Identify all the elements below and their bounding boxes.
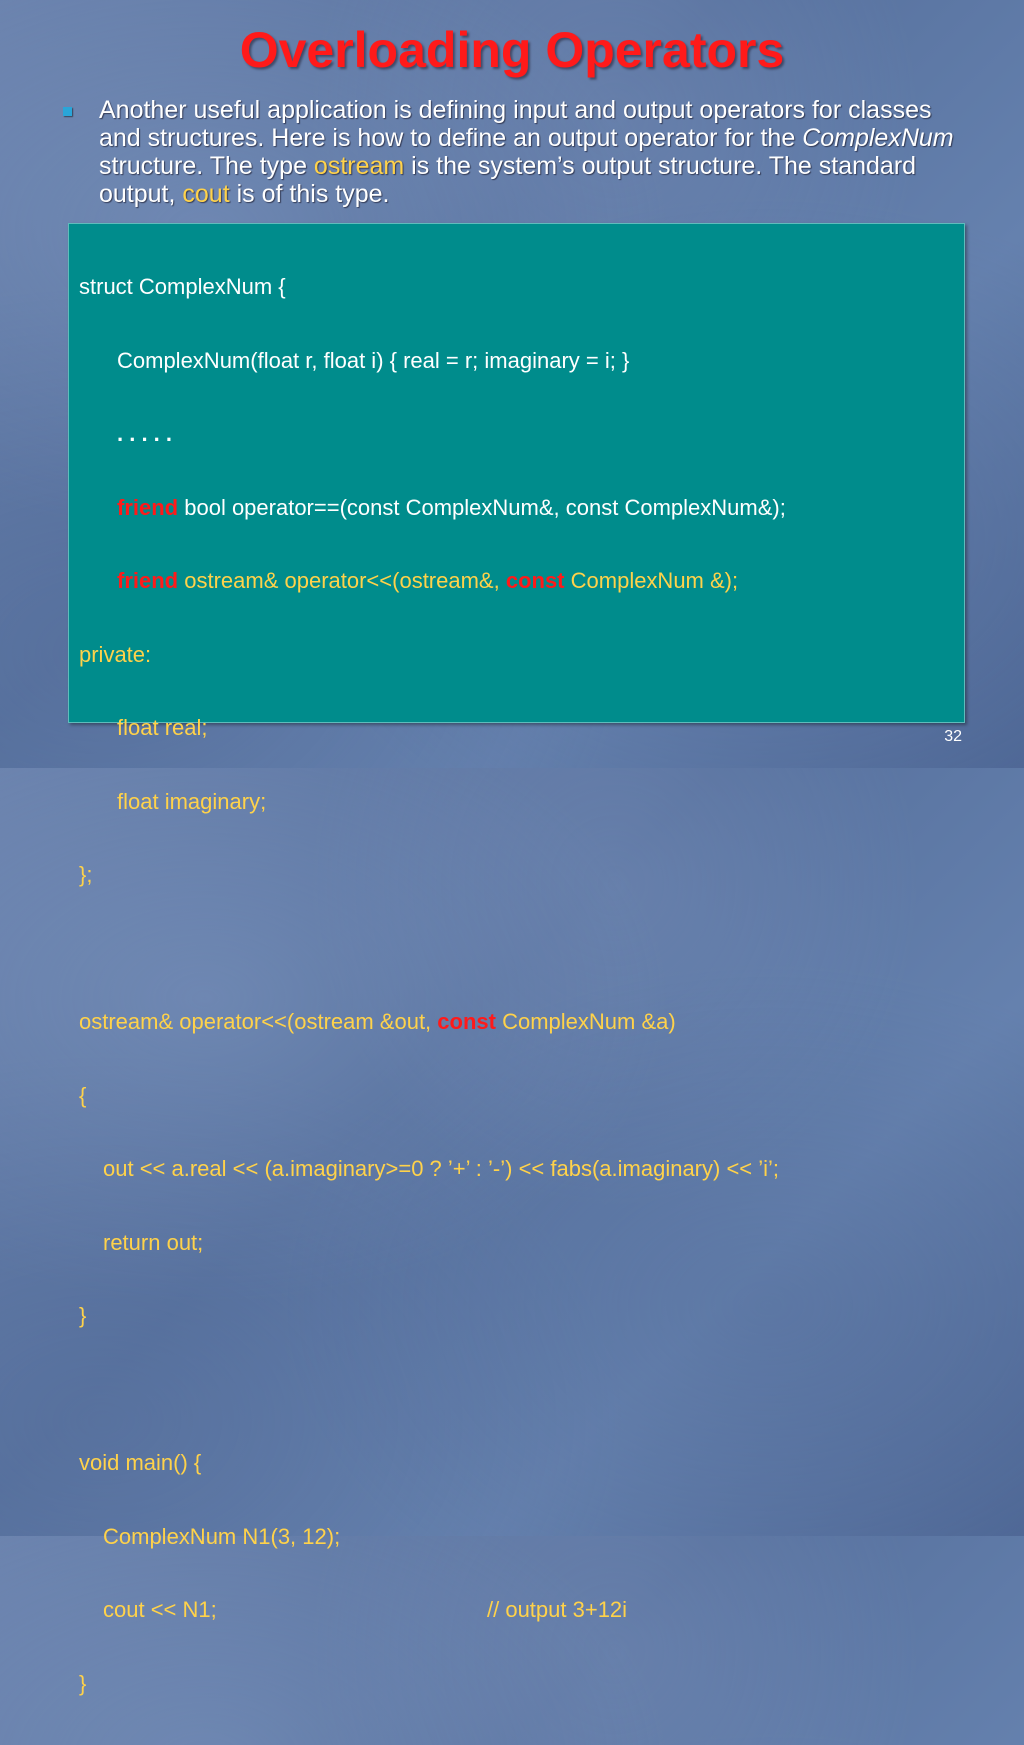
page-number: 32 xyxy=(944,728,962,745)
paragraph-text-3: is the system’s output structure. The standard output, xyxy=(99,152,917,208)
code-line-operator-def xyxy=(79,1010,786,1035)
code-line-ellipsis: . . . . . xyxy=(117,421,173,446)
code-line-main: void main() { xyxy=(79,1450,202,1475)
slide-title: Overloading Operators xyxy=(239,22,785,78)
code-line-friend-eq xyxy=(79,496,786,521)
paragraph-complexnum: ComplexNum xyxy=(802,124,954,152)
code-cout-stmt: cout << N1; xyxy=(103,1597,217,1622)
paragraph-text-4: is of this type. xyxy=(229,180,390,208)
code-line-constructor: ComplexNum(float r, float i) { real = r; imaginary = i; } xyxy=(117,347,630,373)
paragraph-text-1: Another useful application is defining input and output operators for classes and structures. Here is how to define an output operator for the xyxy=(99,96,932,152)
code-line-imaginary: float imaginary; xyxy=(117,788,267,814)
paragraph-ostream: ostream xyxy=(313,152,405,180)
code-out-decl-b: ComplexNum &); xyxy=(564,568,739,593)
code-comment: // output 3+12i xyxy=(487,1597,628,1622)
paragraph-text-2: structure. The type xyxy=(99,152,314,180)
friend-keyword: friend xyxy=(117,494,179,520)
code-line-real: float real; xyxy=(117,715,208,740)
code-def-a: ostream& operator<<(ostream &out, xyxy=(79,1009,438,1034)
const-keyword: const xyxy=(437,1009,496,1034)
code-line-return: return out; xyxy=(103,1229,204,1255)
const-keyword: const xyxy=(505,568,565,593)
friend-keyword: friend xyxy=(117,568,179,593)
code-line-blank xyxy=(79,937,786,962)
code-line-struct-end: }; xyxy=(79,862,93,887)
code-def-b: ComplexNum &a) xyxy=(495,1009,676,1034)
bullet-paragraph xyxy=(99,96,979,208)
code-line-friend-out xyxy=(79,569,786,594)
code-line-struct: struct ComplexNum { xyxy=(79,274,286,299)
code-line-n1: ComplexNum N1(3, 12); xyxy=(103,1523,341,1549)
code-line-private: private: xyxy=(79,641,152,667)
code-eq-decl: bool operator==(const ComplexNum&, const ComplexNum&); xyxy=(178,494,786,520)
code-line-out-stmt: out << a.real << (a.imaginary>=0 ? ’+’ : ’-’) << fabs(a.imaginary) << ’i’; xyxy=(103,1156,780,1181)
code-line-main-end: } xyxy=(79,1670,87,1696)
code-line-close-brace: } xyxy=(79,1303,87,1328)
code-out-decl-a: ostream& operator<<(ostream&, xyxy=(178,568,506,593)
code-line-blank xyxy=(79,1378,786,1403)
code-line-cout xyxy=(79,1598,786,1623)
code-line-open-brace: { xyxy=(79,1082,87,1108)
paragraph-cout: cout xyxy=(182,180,230,208)
bullet-marker xyxy=(60,100,80,120)
